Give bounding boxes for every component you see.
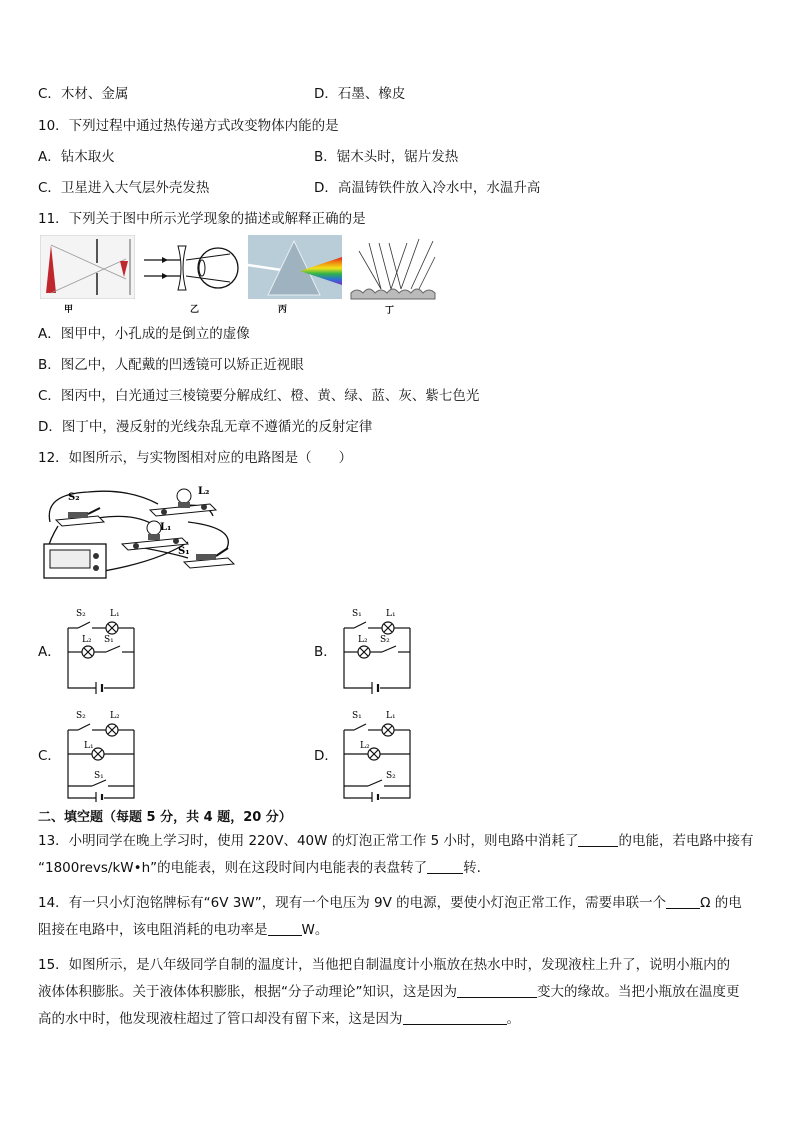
q9-option-d: D．石墨、橡皮 (314, 86, 406, 102)
q13-text (38, 828, 754, 882)
q13-part4: 转. (463, 860, 481, 876)
q15-part2: 液体体积膨胀。关于液体体积膨胀，根据“分子动理论”知识，这是因为 (38, 984, 457, 1000)
circuit-b-label-2: L₁ (386, 609, 396, 619)
photo-label-s1: S₁ (178, 546, 190, 557)
prism-figure (248, 235, 342, 299)
q15-part4: 高的水中时，他发现液柱超过了管口却没有留下来，这是因为 (38, 1011, 403, 1027)
eye-lens-figure (140, 236, 240, 300)
q10-option-d: D．高温铸铁件放入冷水中，水温升高 (314, 180, 541, 196)
q13-blank-2[interactable] (427, 859, 463, 874)
q15-blank-1[interactable] (457, 983, 537, 998)
q15-part3: 变大的缘故。当把小瓶放在温度更 (537, 984, 740, 1000)
q15-part1: 15．如图所示，是八年级同学自制的温度计，当他把自制温度计小瓶放在热水中时，发现液柱上升了，说明小瓶内的 (38, 957, 731, 973)
q10-option-a: A．钻木取火 (38, 149, 115, 165)
q11-option-d: D．图丁中，漫反射的光线杂乱无章不遵循光的反射定律 (38, 419, 373, 435)
circuit-b-label-4: S₂ (380, 635, 390, 645)
diffuse-reflection-figure (349, 235, 437, 301)
circuit-diagram-c (62, 706, 142, 802)
q14-part2: Ω 的电 (700, 895, 742, 911)
circuit-d-label-4: S₂ (386, 771, 396, 781)
q14-part4: W。 (301, 922, 329, 938)
q13-part2: 的电能，若电路中接有 (618, 833, 754, 849)
q11-option-b: B．图乙中，人配戴的凹透镜可以矫正近视眼 (38, 357, 304, 373)
q10-option-b: B．锯木头时，锯片发热 (314, 149, 459, 165)
figure-caption-yi: 乙 (190, 305, 200, 315)
q12-option-b-letter: B． (314, 644, 337, 660)
photo-label-l2: L₂ (198, 486, 210, 497)
q10-option-c: C．卫星进入大气层外壳发热 (38, 180, 210, 196)
q14-blank-2[interactable] (268, 921, 302, 936)
q13-blank-1[interactable] (578, 832, 618, 847)
circuit-c-label-2: L₂ (110, 711, 120, 721)
q15-blank-2[interactable] (403, 1010, 507, 1025)
circuit-diagram-b (338, 602, 418, 694)
figure-caption-ding: 丁 (385, 306, 395, 316)
q12-stem: 12．如图所示，与实物图相对应的电路图是（ ） (38, 450, 353, 466)
circuit-d-label-1: S₁ (352, 711, 362, 721)
circuit-diagram-a (62, 602, 142, 694)
photo-label-s2: S₂ (68, 492, 80, 503)
section-heading: 二、填空题（每题 5 分，共 4 题，20 分） (38, 810, 292, 825)
circuit-a-label-4: S₁ (104, 635, 114, 645)
q10-stem: 10．下列过程中通过热传递方式改变物体内能的是 (38, 118, 339, 134)
q12-option-c-letter: C． (38, 748, 61, 764)
photo-label-l1: L₁ (160, 522, 172, 533)
circuit-d-label-3: L₂ (360, 741, 370, 751)
figure-caption-jia: 甲 (64, 305, 74, 315)
q15-part5: 。 (506, 1011, 520, 1027)
q12-option-a-letter: A． (38, 644, 61, 660)
q14-part3: 阻接在电路中，该电阻消耗的电功率是 (38, 922, 268, 938)
pinhole-figure (40, 235, 135, 299)
q15-text (38, 952, 754, 1033)
q13-part3: “1800revs/kW•h”的电能表，则在这段时间内电能表的表盘转了 (38, 860, 428, 876)
q14-text (38, 890, 754, 944)
circuit-c-label-1: S₂ (76, 711, 86, 721)
physical-circuit-figure (38, 482, 238, 582)
circuit-a-label-1: S₂ (76, 609, 86, 619)
q14-part1: 14．有一只小灯泡铭牌标有“6V 3W”，现有一个电压为 9V 的电源，要使小灯泡正常工作，需要串联一个 (38, 895, 667, 911)
circuit-b-label-3: L₂ (358, 635, 368, 645)
circuit-diagram-d (338, 706, 418, 802)
q11-option-a: A．图甲中，小孔成的是倒立的虚像 (38, 326, 250, 342)
circuit-d-label-2: L₁ (386, 711, 396, 721)
q13-part1: 13．小明同学在晚上学习时，使用 220V、40W 的灯泡正常工作 5 小时，则电路中消耗了 (38, 833, 579, 849)
circuit-a-label-3: L₂ (82, 635, 92, 645)
q11-stem: 11．下列关于图中所示光学现象的描述或解释正确的是 (38, 211, 366, 227)
circuit-a-label-2: L₁ (110, 609, 120, 619)
q12-option-d-letter: D． (314, 748, 338, 764)
circuit-b-label-1: S₁ (352, 609, 362, 619)
circuit-c-label-4: S₁ (94, 771, 104, 781)
q9-option-c: C．木材、金属 (38, 86, 129, 102)
figure-caption-bing: 丙 (278, 305, 288, 315)
q11-option-c: C．图丙中，白光通过三棱镜要分解成红、橙、黄、绿、蓝、灰、紫七色光 (38, 388, 480, 404)
q14-blank-1[interactable] (666, 894, 700, 909)
circuit-c-label-3: L₁ (84, 741, 94, 751)
